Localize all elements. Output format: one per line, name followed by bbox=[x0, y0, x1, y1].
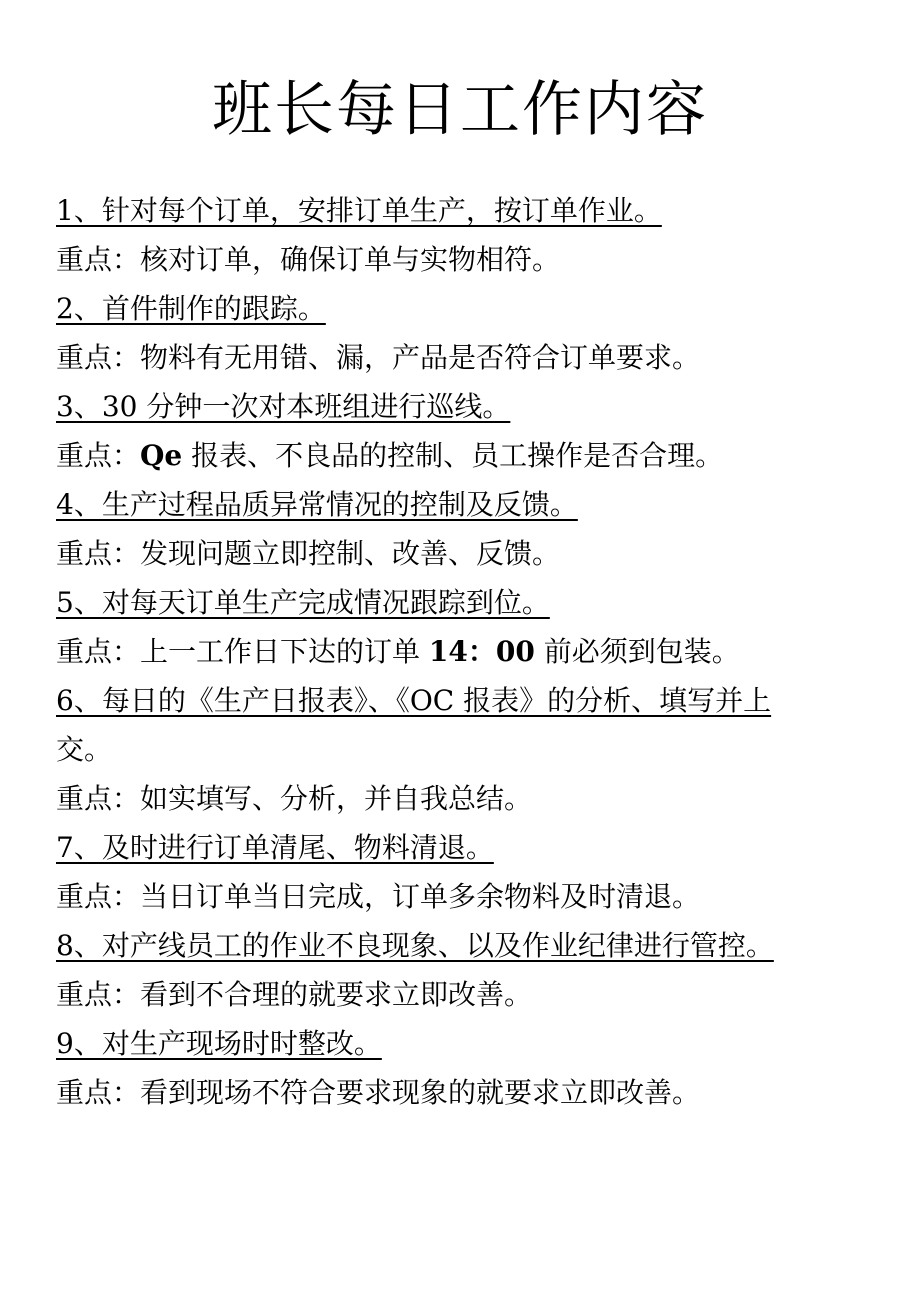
task-item-7 bbox=[56, 823, 866, 872]
key-text: 物料有无用错、漏，产品是否符合订单要求。 bbox=[140, 341, 701, 374]
task-text: 9、对生产现场时时整改。 bbox=[56, 1027, 382, 1060]
task-text: 6、每日的《生产日报表》、《OC 报表》的分析、填写并上 bbox=[56, 684, 772, 717]
key-text: 当日订单当日完成，订单多余物料及时清退。 bbox=[140, 880, 701, 913]
key-label: 重点： bbox=[56, 537, 141, 570]
key-point-1 bbox=[56, 235, 866, 284]
key-point-9 bbox=[56, 1068, 866, 1117]
task-text: 7、及时进行订单清尾、物料清退。 bbox=[56, 831, 494, 864]
task-item-8 bbox=[56, 921, 866, 970]
task-item-6-continued bbox=[56, 725, 866, 774]
key-bold-text: Qe bbox=[140, 439, 183, 472]
task-text: 3、30 分钟一次对本班组进行巡线。 bbox=[56, 390, 511, 423]
key-point-8 bbox=[56, 970, 866, 1019]
task-text: 1、针对每个订单，安排订单生产，按订单作业。 bbox=[56, 194, 662, 227]
task-item-3 bbox=[56, 382, 866, 431]
page-title: 班长每日工作内容 bbox=[212, 75, 708, 145]
key-label: 重点： bbox=[56, 439, 141, 472]
key-text: 核对订单，确保订单与实物相符。 bbox=[140, 243, 561, 276]
key-point-2 bbox=[56, 333, 866, 382]
key-text: 报表、不良品的控制、员工操作是否合理。 bbox=[182, 439, 724, 472]
task-text: 4、生产过程品质异常情况的控制及反馈。 bbox=[56, 488, 578, 521]
task-text-cont: 交。 bbox=[56, 733, 113, 766]
key-label: 重点： bbox=[56, 243, 141, 276]
task-text: 8、对产线员工的作业不良现象、以及作业纪律进行管控。 bbox=[56, 929, 774, 962]
key-text: 上一工作日下达的订单 bbox=[140, 635, 429, 668]
key-text: 发现问题立即控制、改善、反馈。 bbox=[140, 537, 561, 570]
task-item-9 bbox=[56, 1019, 866, 1068]
key-label: 重点： bbox=[56, 880, 141, 913]
task-item-1 bbox=[56, 186, 866, 235]
key-label: 重点： bbox=[56, 635, 141, 668]
key-bold-time: 14：00 bbox=[428, 635, 535, 668]
task-text: 2、首件制作的跟踪。 bbox=[56, 292, 326, 325]
key-point-7 bbox=[56, 872, 866, 921]
key-label: 重点： bbox=[56, 1076, 141, 1109]
task-list bbox=[56, 186, 866, 1117]
key-text: 看到不合理的就要求立即改善。 bbox=[140, 978, 533, 1011]
task-item-2 bbox=[56, 284, 866, 333]
task-text: 5、对每天订单生产完成情况跟踪到位。 bbox=[56, 586, 550, 619]
key-point-4 bbox=[56, 529, 866, 578]
key-point-6 bbox=[56, 774, 866, 823]
key-point-5 bbox=[56, 627, 866, 676]
key-text: 如实填写、分析，并自我总结。 bbox=[140, 782, 533, 815]
key-text-end: 前必须到包装。 bbox=[534, 635, 740, 668]
task-item-6 bbox=[56, 676, 866, 725]
task-item-5 bbox=[56, 578, 866, 627]
key-point-3 bbox=[56, 431, 866, 480]
task-item-4 bbox=[56, 480, 866, 529]
key-label: 重点： bbox=[56, 341, 141, 374]
key-label: 重点： bbox=[56, 782, 141, 815]
key-text: 看到现场不符合要求现象的就要求立即改善。 bbox=[140, 1076, 701, 1109]
key-label: 重点： bbox=[56, 978, 141, 1011]
